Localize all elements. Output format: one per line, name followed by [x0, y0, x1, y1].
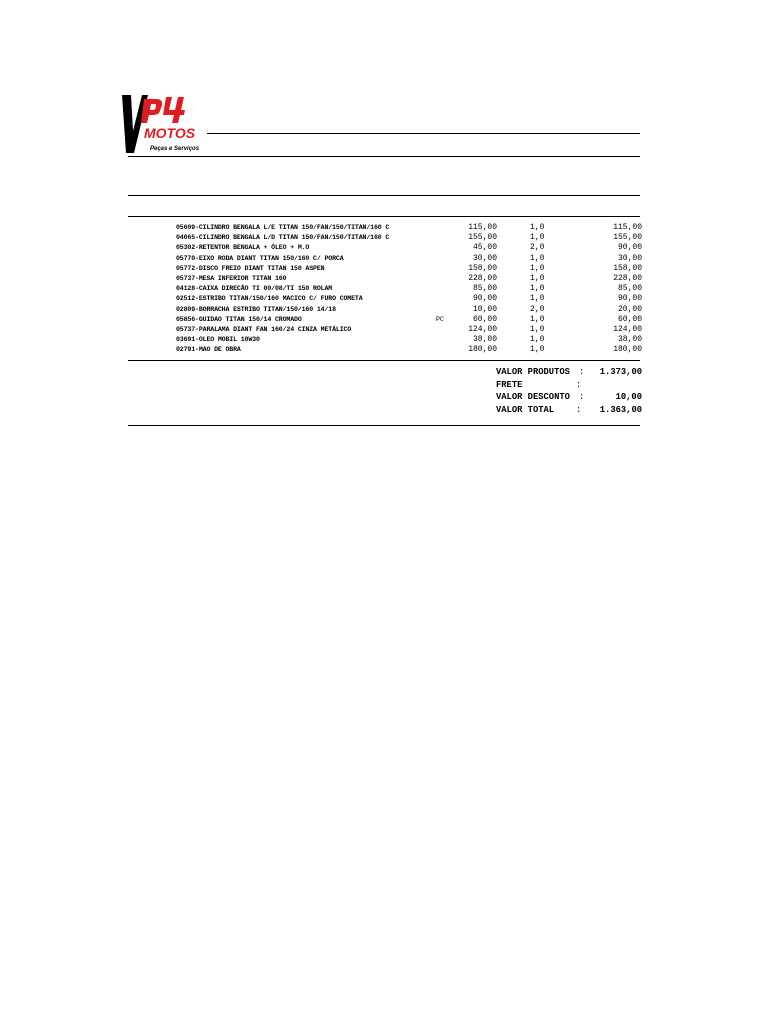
total-label: VALOR DESCONTO	[496, 392, 570, 403]
item-price: 45,00	[472, 243, 497, 253]
table-row	[128, 223, 642, 233]
total-colon: :	[579, 392, 585, 403]
item-price: 60,00	[472, 314, 497, 324]
table-row	[128, 274, 642, 284]
table-row	[128, 305, 642, 315]
item-total: 60,00	[617, 314, 642, 324]
item-total: 20,00	[617, 304, 642, 314]
table-row	[128, 315, 642, 325]
item-price: 10,00	[472, 304, 497, 314]
item-quantity: 1,0	[530, 263, 545, 273]
item-description: 03691-OLEO MOBIL 10W30	[176, 336, 260, 344]
item-total: 30,00	[617, 253, 642, 263]
item-total: 180,00	[613, 345, 642, 355]
item-description: 05609-CILINDRO BENGALA L/E TITAN 150/FAN/150/TITAN/160 C	[176, 224, 390, 231]
total-row-total	[496, 404, 642, 417]
item-price: 30,00	[472, 253, 497, 263]
item-total: 38,00	[617, 335, 642, 345]
table-row	[128, 233, 642, 243]
table-row	[128, 243, 642, 253]
item-quantity: 1,0	[530, 335, 545, 345]
table-row	[128, 335, 642, 345]
item-unit: PC	[436, 315, 444, 323]
item-total: 228,00	[613, 273, 642, 283]
item-description: 05856-GUIDAO TITAN 150/14 CROMADO	[176, 315, 302, 323]
total-value: 1.363,00	[599, 404, 642, 415]
total-colon: :	[576, 379, 582, 390]
item-description: 05737-PARALAMA DIANT FAN 160/24 CINZA METÁLICO	[176, 325, 352, 333]
item-quantity: 1,0	[530, 314, 545, 324]
item-quantity: 1,0	[530, 294, 545, 304]
table-row	[128, 294, 642, 304]
item-price: 228,00	[468, 273, 497, 283]
divider-line	[128, 425, 640, 426]
item-description: 02512-ESTRIBO TITAN/150/160 MACICO C/ FURO COMETA	[176, 295, 363, 303]
item-total: 90,00	[617, 294, 642, 304]
logo-motos-text: MOTOS	[144, 125, 196, 141]
total-label: VALOR TOTAL	[496, 404, 555, 415]
total-row-frete	[496, 379, 642, 392]
item-price: 155,00	[468, 233, 497, 243]
total-row-desconto	[496, 391, 642, 404]
item-quantity: 2,0	[530, 243, 545, 253]
item-price: 180,00	[468, 345, 497, 355]
item-description: 05772-DISCO FREIO DIANT TITAN 150 ASPEN	[176, 264, 325, 272]
item-total: 85,00	[617, 284, 642, 294]
item-description: 04128-CAIXA DIRECÃO TI 00/08/TI 150 ROLAM	[176, 285, 333, 293]
item-total: 158,00	[613, 263, 642, 273]
divider-line	[128, 216, 640, 217]
item-price: 90,00	[472, 294, 497, 304]
item-price: 158,00	[468, 263, 497, 273]
vp4-motos-logo-icon	[122, 93, 206, 155]
logo-tagline: Peças e Serviços	[150, 146, 200, 152]
total-colon: :	[579, 367, 585, 377]
item-quantity: 1,0	[530, 223, 545, 232]
item-price: 38,00	[472, 335, 497, 345]
total-value: 10,00	[615, 392, 642, 403]
item-quantity: 1,0	[530, 324, 545, 334]
item-total: 155,00	[613, 233, 642, 243]
item-total: 90,00	[617, 243, 642, 253]
total-value: 1.373,00	[599, 367, 642, 377]
item-description: 05302-RETENTOR BENGALA + ÓLEO + M.O	[176, 244, 310, 252]
item-quantity: 2,0	[530, 304, 545, 314]
item-description: 04065-CILINDRO BENGALA L/D TITAN 150/FAN/150/TITAN/160 C	[176, 234, 390, 242]
total-label: FRETE	[496, 379, 523, 390]
divider-line	[128, 195, 640, 196]
total-label: VALOR PRODUTOS	[496, 367, 570, 377]
item-description: 02791-MAO DE OBRA	[176, 346, 241, 354]
items-table	[128, 223, 642, 355]
table-row	[128, 264, 642, 274]
item-quantity: 1,0	[530, 233, 545, 243]
divider-line	[207, 133, 640, 134]
total-colon: :	[576, 404, 582, 415]
item-description: 05770-EIXO RODA DIANT TITAN 150/160 C/ PORCA	[176, 254, 344, 262]
item-quantity: 1,0	[530, 284, 545, 294]
item-description: 05737-MESA INFERIOR TITAN 160	[176, 274, 287, 282]
item-quantity: 1,0	[530, 273, 545, 283]
divider-line	[128, 360, 640, 361]
item-total: 124,00	[613, 324, 642, 334]
item-total: 115,00	[613, 223, 642, 232]
table-row	[128, 284, 642, 294]
item-price: 124,00	[468, 324, 497, 334]
totals-summary	[496, 366, 642, 416]
item-price: 115,00	[468, 223, 497, 232]
item-quantity: 1,0	[530, 253, 545, 263]
item-quantity: 1,0	[530, 345, 545, 355]
table-row	[128, 325, 642, 335]
table-row	[128, 254, 642, 264]
item-description: 02809-BORRACHA ESTRIBO TITAN/150/160 14/18	[176, 305, 336, 313]
divider-line	[128, 156, 640, 157]
total-row-produtos	[496, 366, 642, 379]
company-logo	[122, 93, 206, 155]
item-price: 85,00	[472, 284, 497, 294]
table-row	[128, 345, 642, 355]
